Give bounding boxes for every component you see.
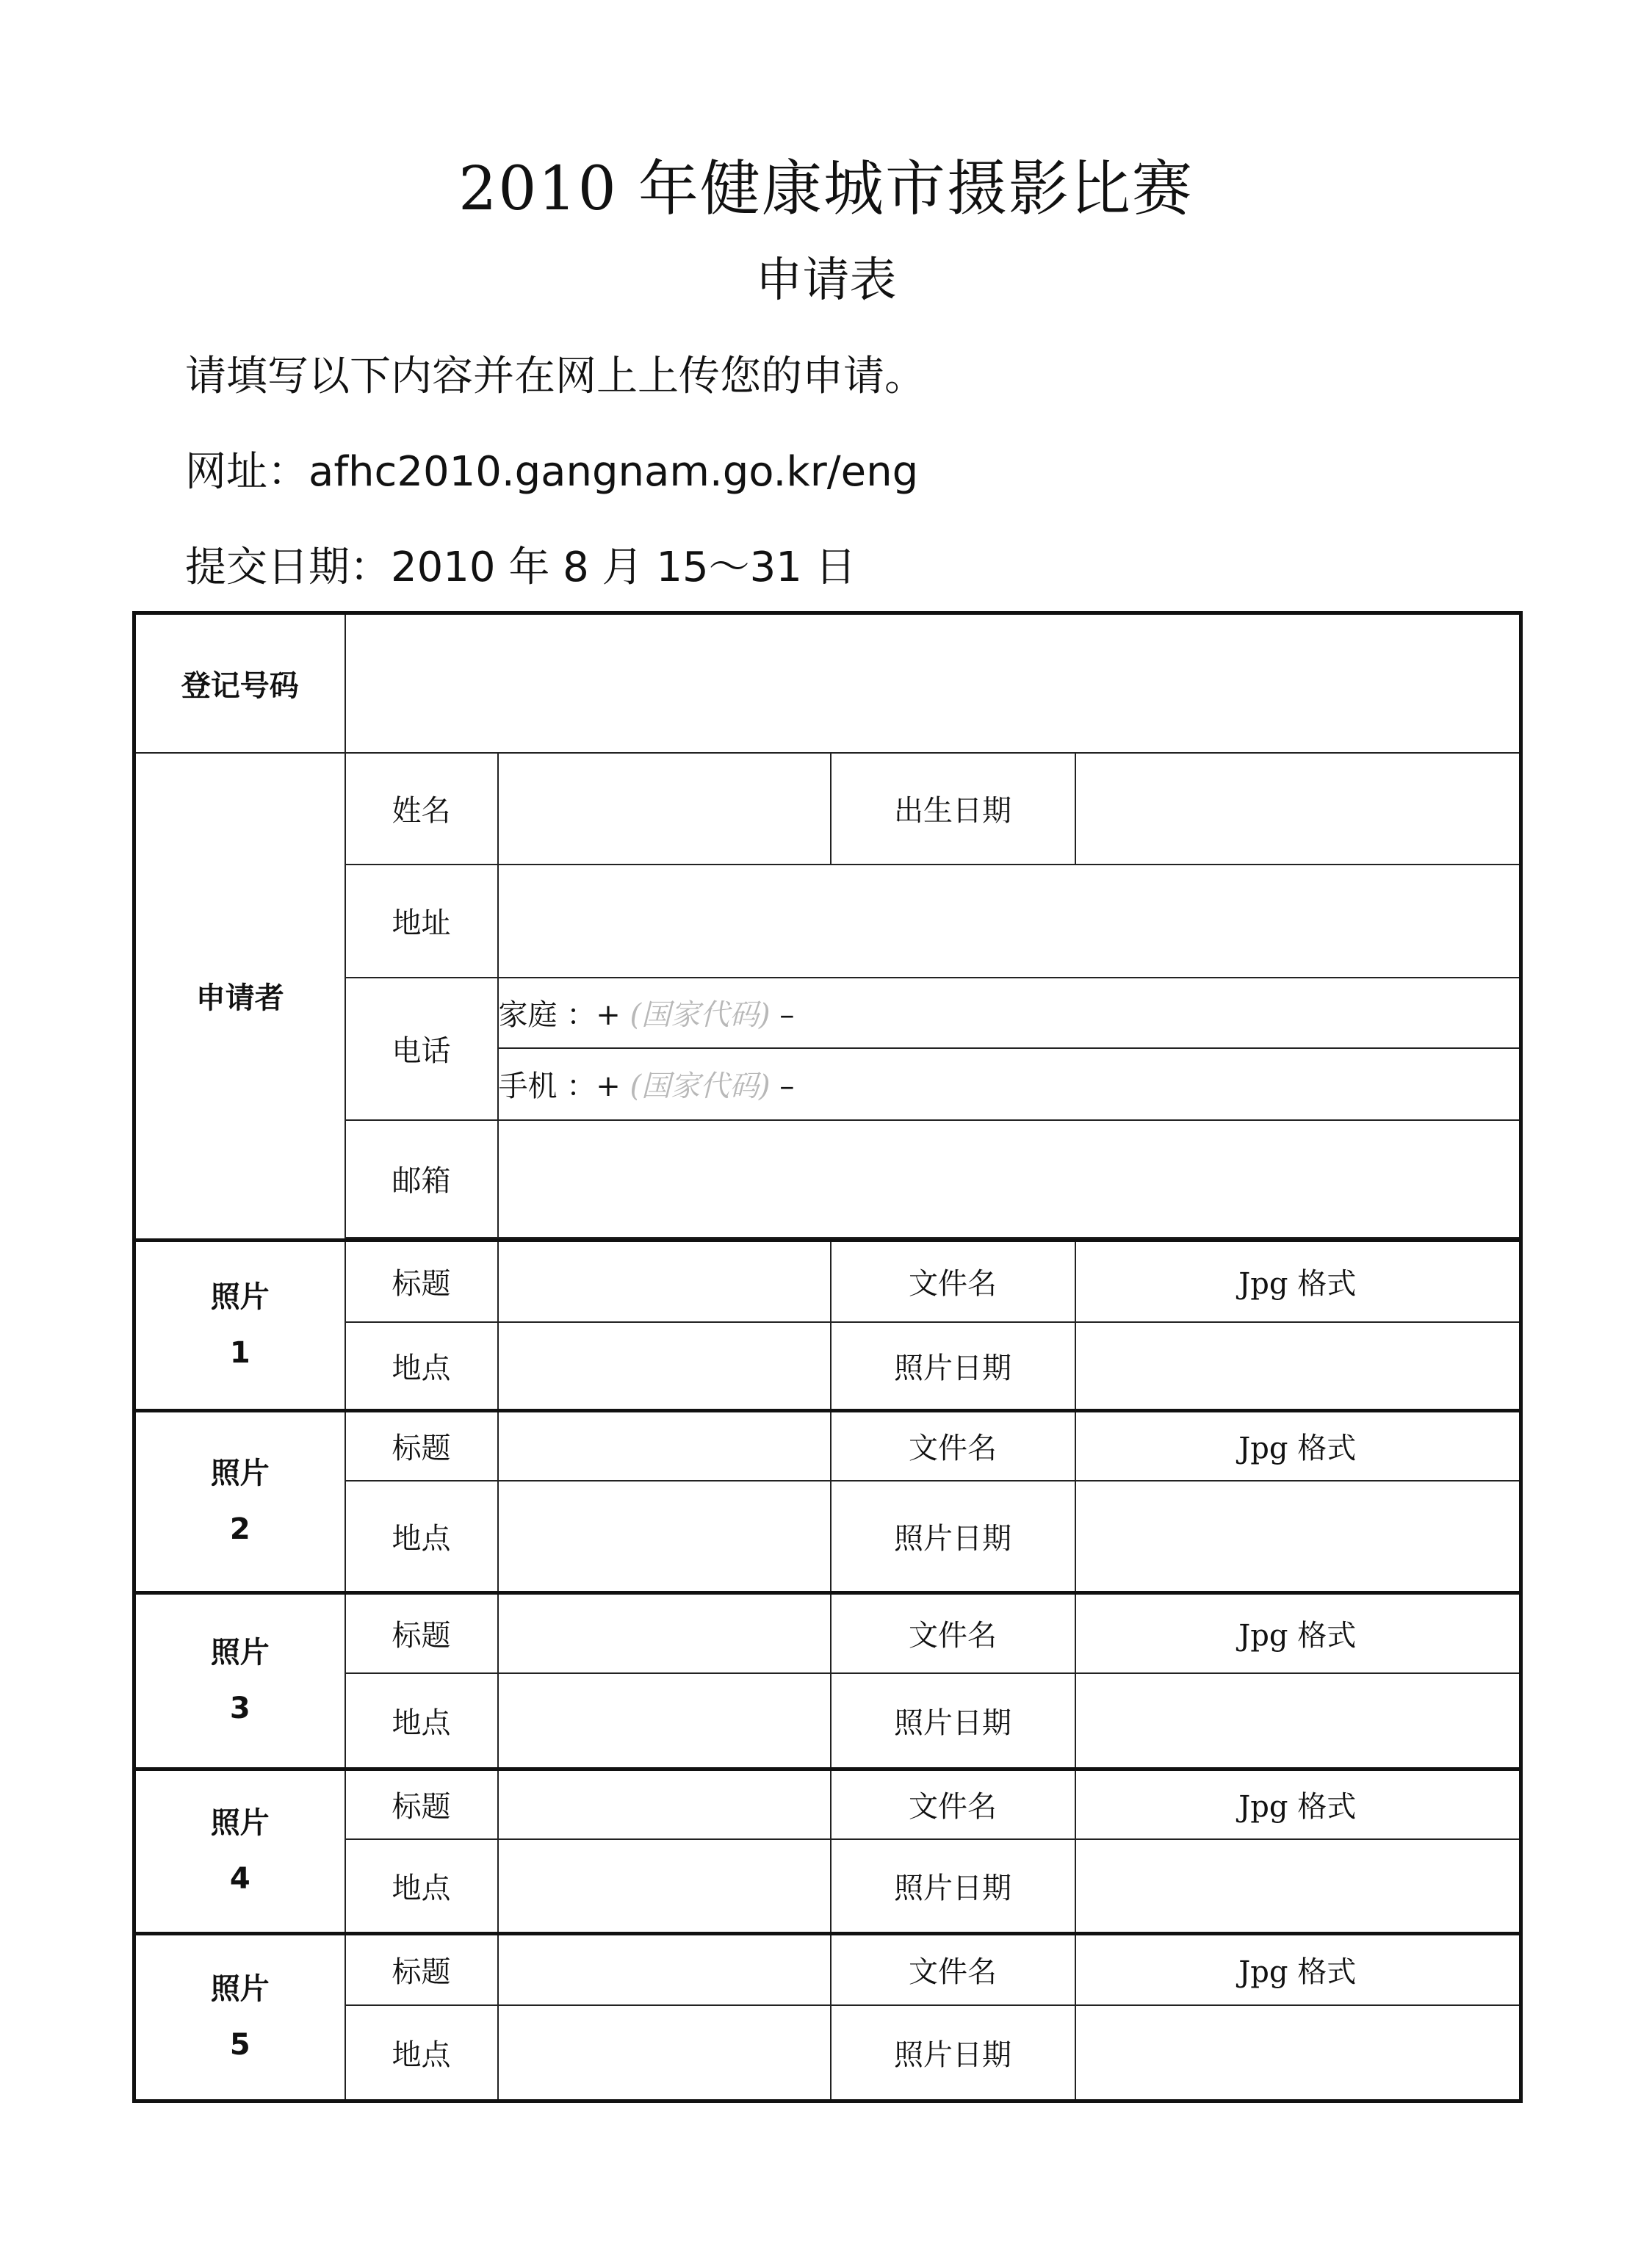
photo-1-title-label: 标题 [345,1240,498,1322]
email-field[interactable] [498,1120,1521,1238]
photo-2-location-field[interactable] [498,1481,831,1592]
photo-4-title-label: 标题 [345,1769,498,1839]
photo-5-label [134,1933,345,2101]
url-line [185,439,918,498]
photo-2-label-text: 照片 [210,1456,270,1490]
instruction-label: 请填写以下内容并在网上上传您的申请。 [185,353,926,400]
photo-3-location-label: 地点 [345,1673,498,1769]
home-phone-field[interactable] [498,978,1521,1048]
photo-5-format-label: Jpg 格式 [1075,1933,1521,2005]
photo-4-date-field[interactable] [1075,1839,1521,1933]
photo-2-title-field[interactable] [498,1410,831,1481]
home-phone-dash: – [779,998,795,1032]
photo-5-title-label: 标题 [345,1933,498,2005]
photo-3-location-field[interactable] [498,1673,831,1769]
photo-1-label [134,1240,345,1410]
birth-date-field[interactable] [1075,753,1521,865]
photo-5-date-field[interactable] [1075,2005,1521,2101]
mobile-phone-dash: – [779,1069,795,1103]
photo-4-title-field[interactable] [498,1769,831,1839]
submission-date-line [185,535,856,593]
photo-3-filename-label: 文件名 [831,1592,1075,1673]
photo-3-title-field[interactable] [498,1592,831,1673]
photo-4-number: 4 [229,1862,250,1896]
photo-3-number: 3 [229,1692,250,1725]
photo-5-filename-label: 文件名 [831,1933,1075,2005]
photo-2-filename-label: 文件名 [831,1410,1075,1481]
name-field[interactable] [498,753,831,865]
photo-5-label-text: 照片 [210,1971,270,2006]
photo-2-number: 2 [229,1512,250,1546]
address-label: 地址 [345,865,498,978]
home-phone-prefix: 家庭 ：+ [498,998,621,1032]
registration-number-field[interactable] [345,613,1521,753]
photo-3-format-label: Jpg 格式 [1075,1592,1521,1673]
mobile-country-code-hint: (国家代码) [630,1069,771,1103]
photo-5-number: 5 [229,2028,250,2062]
photo-1-label-text: 照片 [210,1280,270,1314]
photo-2-title-label: 标题 [345,1410,498,1481]
photo-1-date-label: 照片日期 [831,1322,1075,1410]
photo-4-location-field[interactable] [498,1839,831,1933]
url-label: 网址： [185,448,309,496]
photo-4-label-text: 照片 [210,1805,270,1840]
photo-3-date-label: 照片日期 [831,1673,1075,1769]
photo-4-location-label: 地点 [345,1839,498,1933]
photo-2-location-label: 地点 [345,1481,498,1592]
photo-1-date-field[interactable] [1075,1322,1521,1410]
birth-date-label: 出生日期 [831,753,1075,865]
name-label: 姓名 [345,753,498,865]
home-country-code-hint: (国家代码) [630,998,771,1032]
url-value[interactable]: afhc2010.gangnam.go.kr/eng [309,448,919,496]
applicant-label: 申请者 [134,753,345,1241]
photo-5-location-label: 地点 [345,2005,498,2101]
email-label: 邮箱 [345,1120,498,1238]
phone-label: 电话 [345,978,498,1120]
submission-date-value: 2010 年 8 月 15～31 日 [391,544,856,591]
photo-5-location-field[interactable] [498,2005,831,2101]
photo-1-number: 1 [229,1336,250,1370]
registration-number-label: 登记号码 [134,613,345,753]
page-title: 2010 年健康城市摄影比赛 [458,154,1194,224]
photo-2-format-label: Jpg 格式 [1075,1410,1521,1481]
photo-3-label [134,1592,345,1769]
photo-1-location-label: 地点 [345,1322,498,1410]
application-form [132,611,1523,2103]
photo-1-format-label: Jpg 格式 [1075,1240,1521,1322]
page-subtitle: 申请表 [755,253,897,308]
instruction-text [185,344,926,403]
photo-2-date-field[interactable] [1075,1481,1521,1592]
photo-3-label-text: 照片 [210,1635,270,1670]
photo-1-title-field[interactable] [498,1240,831,1322]
photo-4-format-label: Jpg 格式 [1075,1769,1521,1839]
photo-2-label [134,1410,345,1592]
submission-date-label: 提交日期： [185,544,391,591]
photo-5-title-field[interactable] [498,1933,831,2005]
photo-2-date-label: 照片日期 [831,1481,1075,1592]
photo-4-label [134,1769,345,1933]
photo-3-date-field[interactable] [1075,1673,1521,1769]
photo-3-title-label: 标题 [345,1592,498,1673]
photo-1-location-field[interactable] [498,1322,831,1410]
mobile-phone-prefix: 手机 ：+ [498,1069,621,1103]
photo-5-date-label: 照片日期 [831,2005,1075,2101]
mobile-phone-field[interactable] [498,1048,1521,1120]
address-field[interactable] [498,865,1521,978]
photo-4-filename-label: 文件名 [831,1769,1075,1839]
photo-4-date-label: 照片日期 [831,1839,1075,1933]
photo-1-filename-label: 文件名 [831,1240,1075,1322]
